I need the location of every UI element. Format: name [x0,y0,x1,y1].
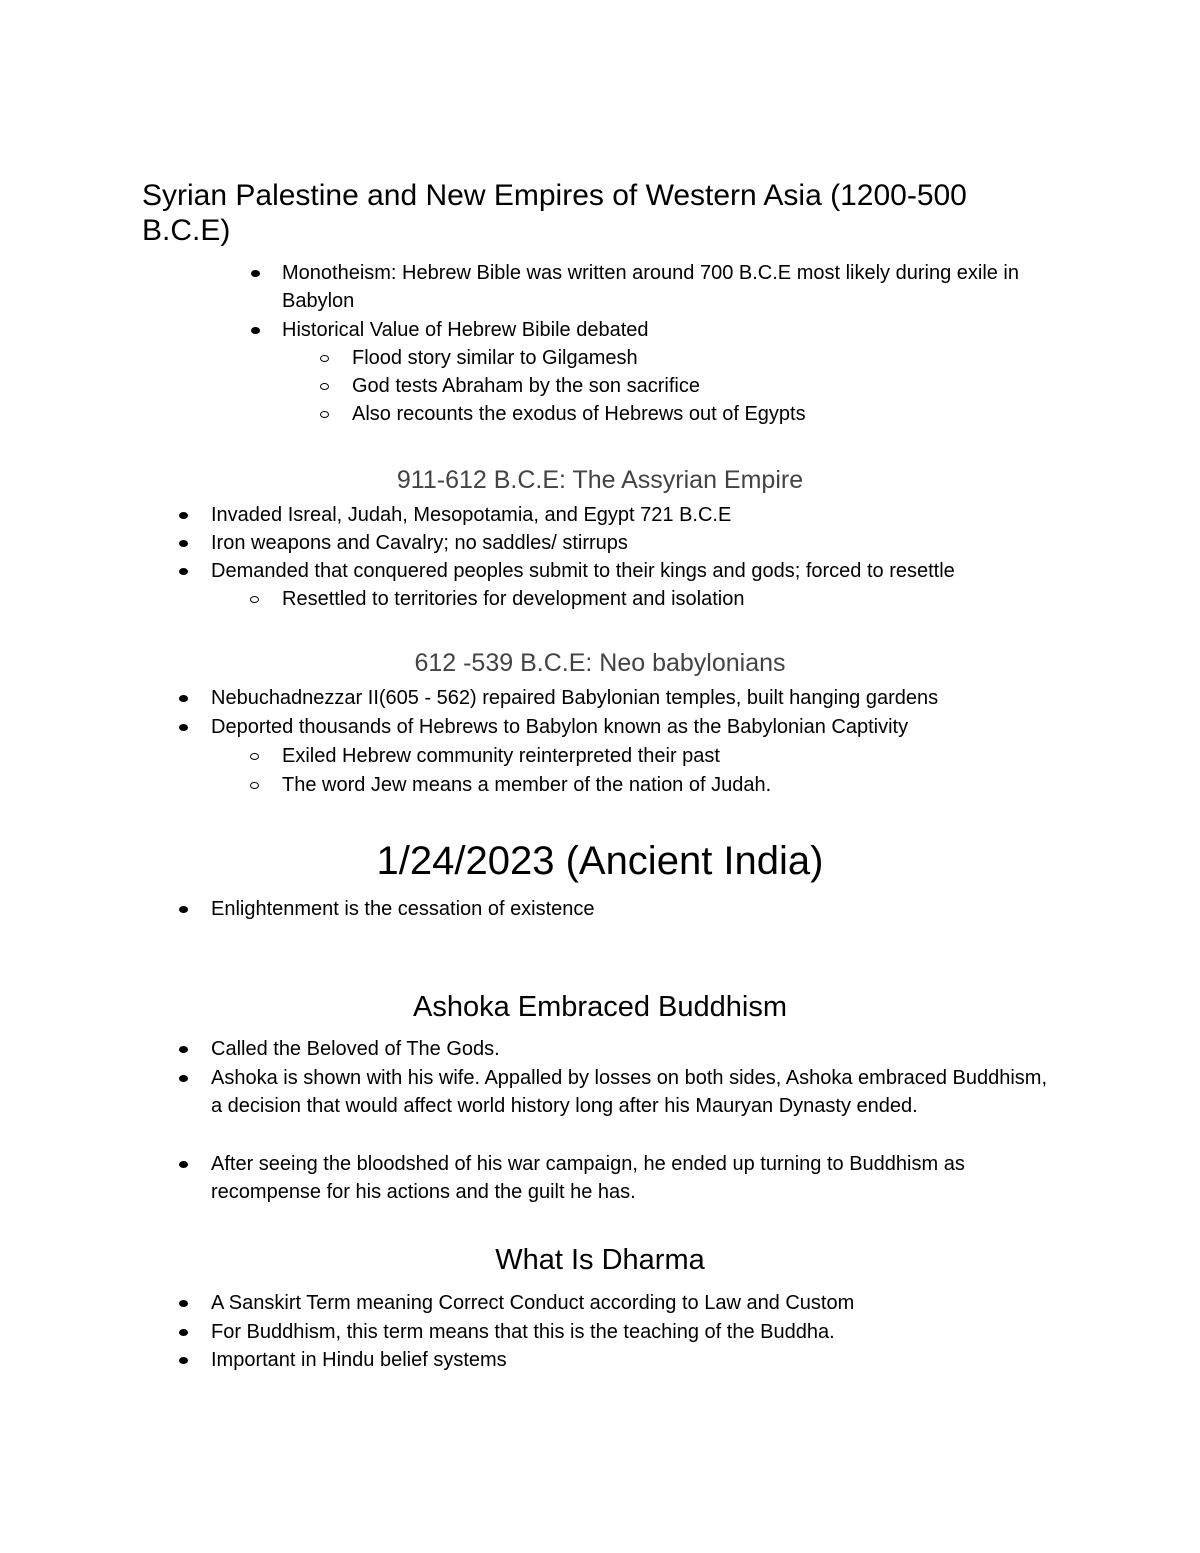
bullet-disc-icon [179,512,188,519]
neo-babylonians-heading: 612 -539 B.C.E: Neo babylonians [414,649,786,677]
bullet-disc-icon [251,327,260,334]
list-item: Ashoka is shown with his wife. Appalled by losses on both sides, Ashoka embraced Buddhism, a decision that would affect world history long after his Mauryan Dynasty ended. [211,1064,1051,1150]
bullet-disc-icon [179,695,188,702]
list-item: Demanded that conquered peoples submit to their kings and gods; forced to resettle [211,557,1091,585]
bullet-disc-icon [179,540,188,547]
bullet-circle-icon [320,355,329,362]
bullet-disc-icon [179,1046,188,1053]
list-item: For Buddhism, this term means that this is the teaching of the Buddha. [211,1318,1091,1347]
dharma-heading: What Is Dharma [495,1244,705,1276]
list-item: Enlightenment is the cessation of existence [211,895,1091,923]
list-subitem: The word Jew means a member of the nation of Judah. [282,771,1162,800]
ancient-india-heading: 1/24/2023 (Ancient India) [376,839,824,883]
bullet-disc-icon [179,1329,188,1336]
main-heading: Syrian Palestine and New Empires of Western Asia (1200-500 B.C.E) [142,179,967,247]
bullet-disc-icon [251,270,260,277]
list-subitem: Exiled Hebrew community reinterpreted their past [282,742,1162,771]
bullet-circle-icon [320,383,329,390]
list-item: Nebuchadnezzar II(605 - 562) repaired Babylonian temples, built hanging gardens [211,684,1091,713]
list-item: A Sanskirt Term meaning Correct Conduct according to Law and Custom [211,1289,1091,1318]
bullet-circle-icon [250,596,259,603]
assyrian-heading: 911-612 B.C.E: The Assyrian Empire [396,466,804,494]
bullet-disc-icon [179,1300,188,1307]
ancient-india-list [211,895,1091,923]
list-item: Historical Value of Hebrew Bibile debated [282,316,1082,344]
list-item: After seeing the bloodshed of his war campaign, he ended up turning to Buddhism as recompense for his actions and the guilt he has. [211,1150,1051,1207]
dharma-list [211,1289,1091,1375]
list-subitem: Resettled to territories for development and isolation [282,585,1162,613]
neo-babylonians-list [211,684,1091,800]
list-item: Deported thousands of Hebrews to Babylon known as the Babylonian Captivity [211,713,1091,742]
bullet-circle-icon [320,411,329,418]
bullet-circle-icon [250,782,259,789]
list-subitem: Also recounts the exodus of Hebrews out of Egypts [352,400,1152,428]
ashoka-heading: Ashoka Embraced Buddhism [413,991,787,1023]
bullet-circle-icon [250,753,259,760]
assyrian-list [211,501,1091,613]
monotheism-list [282,259,1082,428]
list-item: Important in Hindu belief systems [211,1346,1091,1375]
list-item: Monotheism: Hebrew Bible was written around 700 B.C.E most likely during exile in Babylon [282,259,1082,316]
list-item: Invaded Isreal, Judah, Mesopotamia, and Egypt 721 B.C.E [211,501,1091,529]
list-subitem: Flood story similar to Gilgamesh [352,344,1152,372]
list-item: Iron weapons and Cavalry; no saddles/ stirrups [211,529,1091,557]
list-subitem: God tests Abraham by the son sacrifice [352,372,1152,400]
ashoka-list [211,1035,1051,1207]
bullet-disc-icon [179,1357,188,1364]
bullet-disc-icon [179,906,188,913]
list-item: Called the Beloved of The Gods. [211,1035,1051,1064]
bullet-disc-icon [179,568,188,575]
bullet-disc-icon [179,1161,188,1168]
bullet-disc-icon [179,1075,188,1082]
bullet-disc-icon [179,724,188,731]
